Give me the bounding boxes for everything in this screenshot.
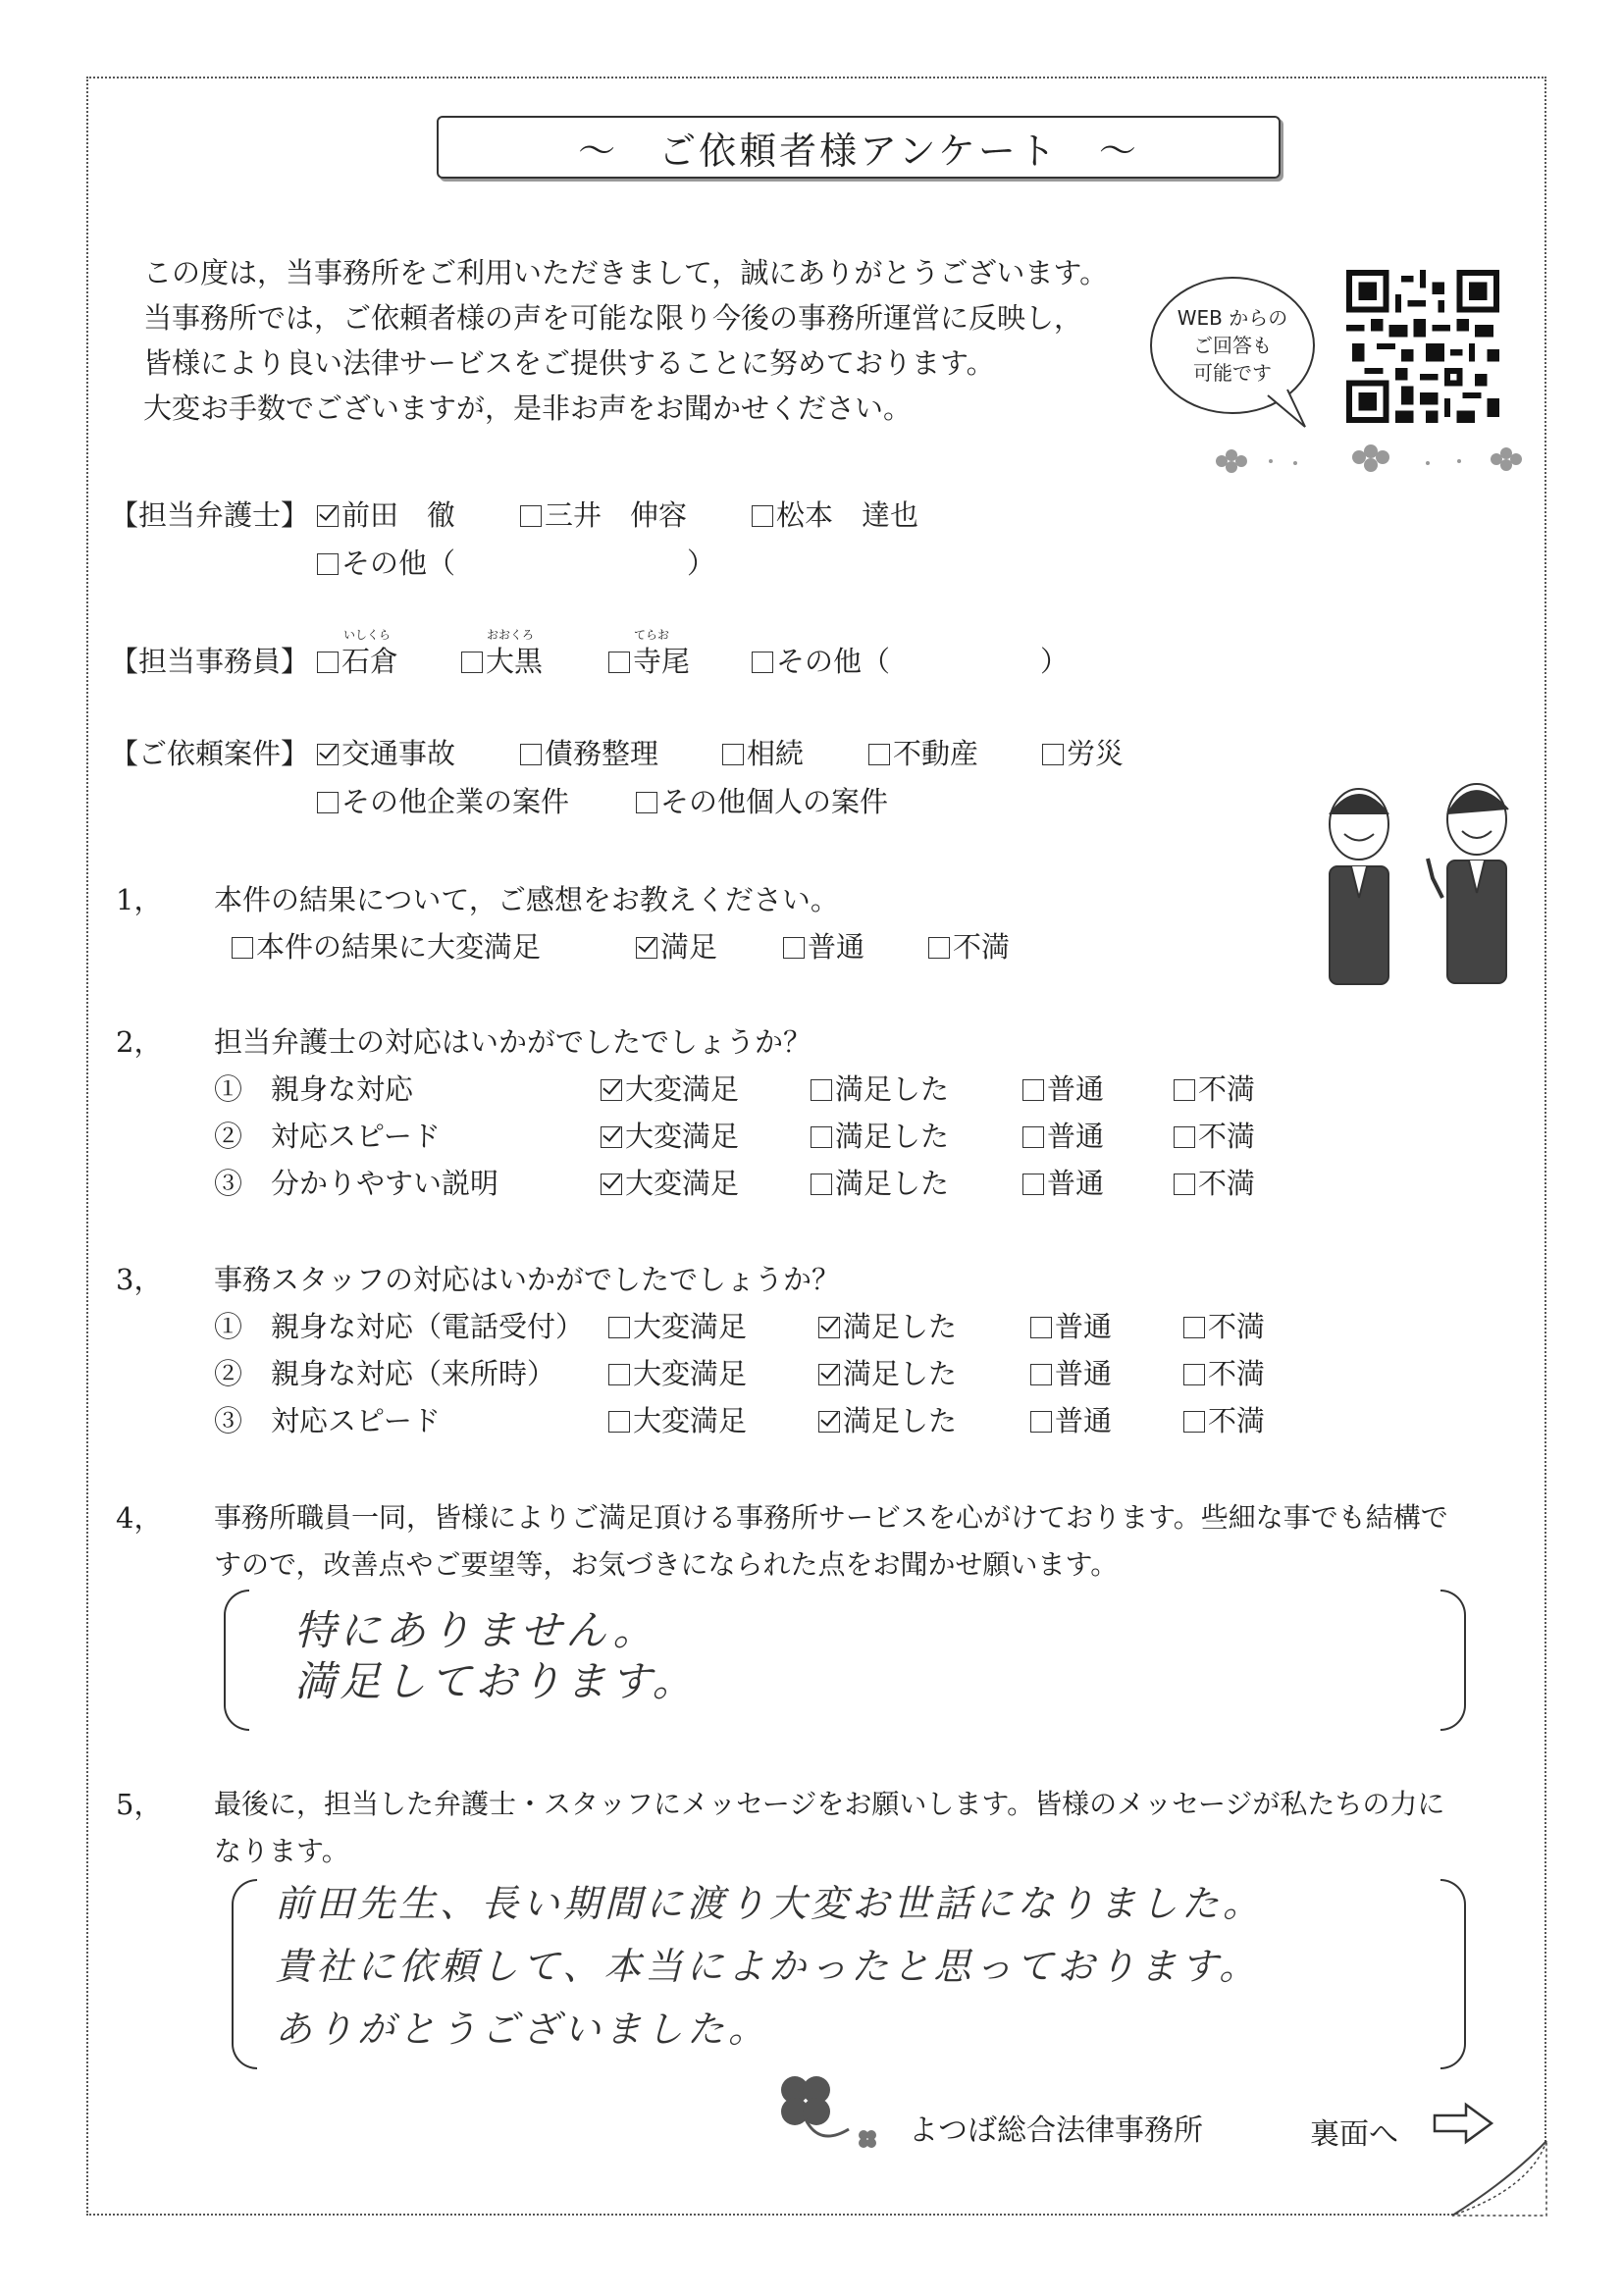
q2-r2-dissatisfied[interactable]	[1174, 1115, 1255, 1155]
answer-line: ありがとうございました。	[275, 2008, 770, 2051]
option-label: 満足した	[835, 1072, 950, 1106]
option-label: 満足した	[843, 1404, 958, 1437]
page-title: 〜 ご依頼者様アンケート 〜	[437, 116, 1281, 179]
q2-row-label: ② 対応スピード	[214, 1120, 441, 1153]
q3-r2-normal[interactable]	[1030, 1352, 1112, 1392]
staff-option-other[interactable]	[752, 640, 890, 680]
ruby: おおくろ	[487, 628, 535, 642]
lawyer-option-maeda[interactable]	[317, 494, 455, 534]
intro-line: この度は，当事務所をご利用いただきまして，誠にありがとうございます。	[143, 256, 1109, 289]
q2-r3-satisfied[interactable]	[811, 1162, 949, 1202]
q1-option-dissatisfied[interactable]	[928, 925, 1010, 965]
checkbox[interactable]	[1022, 1174, 1044, 1195]
option-label: 普通	[1055, 1357, 1113, 1390]
option-label: 松本 達也	[776, 498, 919, 532]
q3-row-label: ② 親身な対応（来所時）	[214, 1357, 556, 1390]
option-label: 大変満足	[625, 1072, 740, 1106]
checkbox[interactable]	[1030, 1364, 1052, 1385]
option-label: 普通	[1055, 1310, 1113, 1343]
checkbox-checked[interactable]	[601, 1174, 622, 1195]
q2-r3-dissatisfied[interactable]	[1174, 1162, 1255, 1202]
option-label: その他（	[341, 547, 456, 580]
q3-number: 3，	[116, 1263, 163, 1296]
option-label: 不満	[1208, 1310, 1266, 1343]
checkbox[interactable]	[722, 744, 744, 765]
checkbox[interactable]	[1183, 1411, 1205, 1433]
bubble-tail	[1266, 388, 1315, 432]
q3-r1-dissatisfied[interactable]	[1183, 1305, 1265, 1345]
option-label: 不満	[1198, 1120, 1256, 1153]
checkbox[interactable]	[520, 744, 542, 765]
option-label: 普通	[1055, 1404, 1113, 1437]
clover-logo-icon	[765, 2068, 893, 2157]
q2-r1-dissatisfied[interactable]	[1174, 1068, 1255, 1108]
q3-r1-satisfied[interactable]	[818, 1305, 957, 1345]
option-label: 普通	[1047, 1167, 1105, 1200]
checkbox[interactable]	[928, 937, 950, 959]
q5-answer-bracket-left	[232, 1879, 257, 2069]
lawyer-option-matsumoto[interactable]	[752, 494, 918, 534]
option-label: 大変満足	[633, 1310, 748, 1343]
checkbox[interactable]	[1042, 744, 1064, 765]
checkbox[interactable]	[608, 1364, 630, 1385]
checkbox[interactable]	[1030, 1411, 1052, 1433]
checkbox[interactable]	[608, 1411, 630, 1433]
checkbox[interactable]	[608, 1317, 630, 1338]
checkbox-checked[interactable]	[818, 1364, 840, 1385]
bubble-line: 可能です	[1193, 361, 1272, 385]
case-option-realestate[interactable]	[868, 732, 978, 772]
option-label: 満足した	[835, 1167, 950, 1200]
q5-answer[interactable]	[275, 1872, 1264, 2061]
checkbox[interactable]	[1183, 1364, 1205, 1385]
option-label: その他企業の案件	[341, 785, 570, 818]
checkbox-checked[interactable]	[601, 1079, 622, 1101]
answer-line: 前田先生、長い期間に渡り大変お世話になりました。	[275, 1882, 1265, 1925]
q3-row-label: ③ 対応スピード	[214, 1404, 441, 1437]
checkbox[interactable]	[811, 1126, 832, 1148]
case-option-personal[interactable]	[636, 780, 888, 820]
option-label: 債務整理	[545, 737, 659, 770]
checkbox[interactable]	[608, 652, 630, 673]
checkbox[interactable]	[232, 937, 253, 959]
checkbox[interactable]	[1174, 1126, 1195, 1148]
case-option-traffic[interactable]	[317, 732, 455, 772]
option-label: 大変満足	[625, 1120, 740, 1153]
option-label: 普通	[808, 930, 865, 964]
case-option-corporate[interactable]	[317, 780, 569, 820]
staff-label: 【担当事務員】	[110, 645, 310, 678]
next-page-label[interactable]: 裏面へ	[1310, 2117, 1398, 2152]
bubble-line: WEB からの	[1177, 306, 1288, 330]
intro-line: 大変お手数でございますが，是非お声をお聞かせください。	[143, 391, 913, 425]
checkbox[interactable]	[1022, 1126, 1044, 1148]
q1-option-very-satisfied[interactable]	[232, 925, 541, 965]
lawyers-illustration-icon	[1300, 760, 1545, 1016]
q2-r2-very-satisfied[interactable]	[601, 1115, 739, 1155]
ruby: てらお	[634, 628, 670, 642]
q1-option-normal[interactable]	[783, 925, 864, 965]
checkbox[interactable]	[1174, 1174, 1195, 1195]
q4-number: 4，	[116, 1501, 163, 1535]
q2-question: 担当弁護士の対応はいかがでしたでしょうか？	[214, 1025, 812, 1059]
option-label: 大変満足	[633, 1404, 748, 1437]
intro-line: 皆様により良い法律サービスをご提供することに努めております。	[143, 346, 995, 380]
option-label: 満足した	[843, 1310, 958, 1343]
option-label: 不満	[953, 930, 1011, 964]
option-label: その他（	[776, 645, 891, 678]
q3-r3-dissatisfied[interactable]	[1183, 1399, 1265, 1439]
q1-option-satisfied[interactable]	[636, 925, 717, 965]
option-label: その他個人の案件	[660, 785, 889, 818]
checkbox[interactable]	[317, 652, 339, 673]
q2-r2-normal[interactable]	[1022, 1115, 1104, 1155]
option-label: 不満	[1198, 1072, 1256, 1106]
checkbox-checked[interactable]	[636, 937, 657, 959]
checkbox[interactable]	[752, 505, 773, 527]
q4-answer-bracket-right	[1440, 1590, 1466, 1731]
option-label: 大変満足	[625, 1167, 740, 1200]
checkbox[interactable]	[1022, 1079, 1044, 1101]
case-option-inheritance[interactable]	[722, 732, 804, 772]
q2-r1-satisfied[interactable]	[811, 1068, 949, 1108]
flower-decoration-icon	[1202, 442, 1536, 481]
intro-text	[143, 250, 1108, 431]
staff-option-ishikura[interactable]	[317, 640, 398, 680]
staff-other-close: ）	[1040, 645, 1070, 678]
checkbox[interactable]	[868, 744, 890, 765]
checkbox-checked[interactable]	[317, 744, 339, 765]
page-curl-icon	[1393, 2139, 1550, 2219]
case-option-workers-comp[interactable]	[1042, 732, 1124, 772]
answer-line: 貴社に依頼して、本当によかったと思っております。	[275, 1945, 1261, 1988]
checkbox[interactable]	[1030, 1317, 1052, 1338]
checkbox[interactable]	[1174, 1079, 1195, 1101]
checkbox-checked[interactable]	[317, 505, 339, 527]
option-label: 本件の結果に大変満足	[256, 930, 542, 964]
q3-r2-very-satisfied[interactable]	[608, 1352, 747, 1392]
checkbox[interactable]	[636, 792, 657, 813]
q3-row-label: ① 親身な対応（電話受付）	[214, 1310, 585, 1343]
option-label: 満足した	[835, 1120, 950, 1153]
option-label: 不動産	[893, 737, 979, 770]
q2-r1-very-satisfied[interactable]	[601, 1068, 739, 1108]
staff-option-ookuro[interactable]	[461, 640, 543, 680]
bubble-line: ご回答も	[1193, 334, 1272, 357]
q2-r3-very-satisfied[interactable]	[601, 1162, 739, 1202]
checkbox[interactable]	[783, 937, 805, 959]
option-label: 前田 徹	[341, 498, 456, 532]
intro-line: 当事務所では，ご依頼者様の声を可能な限り今後の事務所運営に反映し，	[143, 301, 1083, 335]
q3-r2-dissatisfied[interactable]	[1183, 1352, 1265, 1392]
lawyer-label: 【担当弁護士】	[110, 498, 310, 532]
checkbox-checked[interactable]	[818, 1411, 840, 1433]
q2-row-label: ① 親身な対応	[214, 1072, 414, 1106]
q4-question-line: 事務所職員一同，皆様によりご満足頂ける事務所サービスを心がけております。些細な事でも結構で	[214, 1501, 1448, 1534]
q3-r1-normal[interactable]	[1030, 1305, 1112, 1345]
q3-r3-very-satisfied[interactable]	[608, 1399, 747, 1439]
checkbox[interactable]	[317, 792, 339, 813]
lawyer-other-close: ）	[687, 547, 716, 580]
answer-line: 特にありません。	[294, 1606, 658, 1654]
checkbox-checked[interactable]	[601, 1126, 622, 1148]
case-label: 【ご依頼案件】	[110, 737, 310, 770]
option-label: 交通事故	[341, 737, 456, 770]
option-label: 大黒	[486, 645, 544, 678]
option-label: 寺尾	[633, 645, 691, 678]
checkbox-checked[interactable]	[818, 1317, 840, 1338]
firm-name: よつば総合法律事務所	[909, 2113, 1203, 2148]
q3-question: 事務スタッフの対応はいかがでしたでしょうか？	[214, 1263, 841, 1296]
q1-number: 1，	[116, 883, 163, 916]
checkbox[interactable]	[461, 652, 483, 673]
checkbox[interactable]	[520, 505, 542, 527]
q5-answer-bracket-right	[1440, 1879, 1466, 2069]
option-label: 満足	[660, 930, 718, 964]
answer-line: 満足しております。	[294, 1657, 698, 1705]
lawyer-option-mitsui[interactable]	[520, 494, 687, 534]
q4-answer-bracket-left	[224, 1590, 249, 1731]
qr-code-icon[interactable]	[1346, 270, 1499, 423]
option-label: 満足した	[843, 1357, 958, 1390]
lawyer-option-other[interactable]	[317, 542, 455, 582]
checkbox[interactable]	[811, 1079, 832, 1101]
option-label: 不満	[1198, 1167, 1256, 1200]
ruby: いしくら	[343, 628, 392, 642]
option-label: 不満	[1208, 1404, 1266, 1437]
option-label: 石倉	[341, 645, 399, 678]
option-label: 普通	[1047, 1120, 1105, 1153]
option-label: 相続	[747, 737, 805, 770]
checkbox[interactable]	[752, 652, 773, 673]
q3-r3-satisfied[interactable]	[818, 1399, 957, 1439]
q4-answer[interactable]	[294, 1605, 698, 1707]
q3-r1-very-satisfied[interactable]	[608, 1305, 747, 1345]
option-label: 普通	[1047, 1072, 1105, 1106]
option-label: 三井 伸容	[545, 498, 688, 532]
q2-r2-satisfied[interactable]	[811, 1115, 949, 1155]
q3-r3-normal[interactable]	[1030, 1399, 1112, 1439]
checkbox[interactable]	[1183, 1317, 1205, 1338]
q1-question: 本件の結果について，ご感想をお教えください。	[214, 883, 839, 916]
q2-number: 2，	[116, 1025, 163, 1059]
checkbox[interactable]	[811, 1174, 832, 1195]
q4-question-line: すので，改善点やご要望等，お気づきになられた点をお聞かせ願います。	[214, 1548, 1119, 1581]
q3-r2-satisfied[interactable]	[818, 1352, 957, 1392]
option-label: 不満	[1208, 1357, 1266, 1390]
q5-question-line: なります。	[214, 1835, 349, 1867]
q5-question-line: 最後に，担当した弁護士・スタッフにメッセージをお願いします。皆様のメッセージが私たちの力に	[214, 1788, 1445, 1820]
q2-row-label: ③ 分かりやすい説明	[214, 1167, 499, 1200]
q5-number: 5，	[116, 1788, 163, 1821]
checkbox[interactable]	[317, 553, 339, 575]
staff-option-terao[interactable]	[608, 640, 690, 680]
option-label: 大変満足	[633, 1357, 748, 1390]
option-label: 労災	[1067, 737, 1125, 770]
q2-r1-normal[interactable]	[1022, 1068, 1104, 1108]
q2-r3-normal[interactable]	[1022, 1162, 1104, 1202]
case-option-debt[interactable]	[520, 732, 658, 772]
